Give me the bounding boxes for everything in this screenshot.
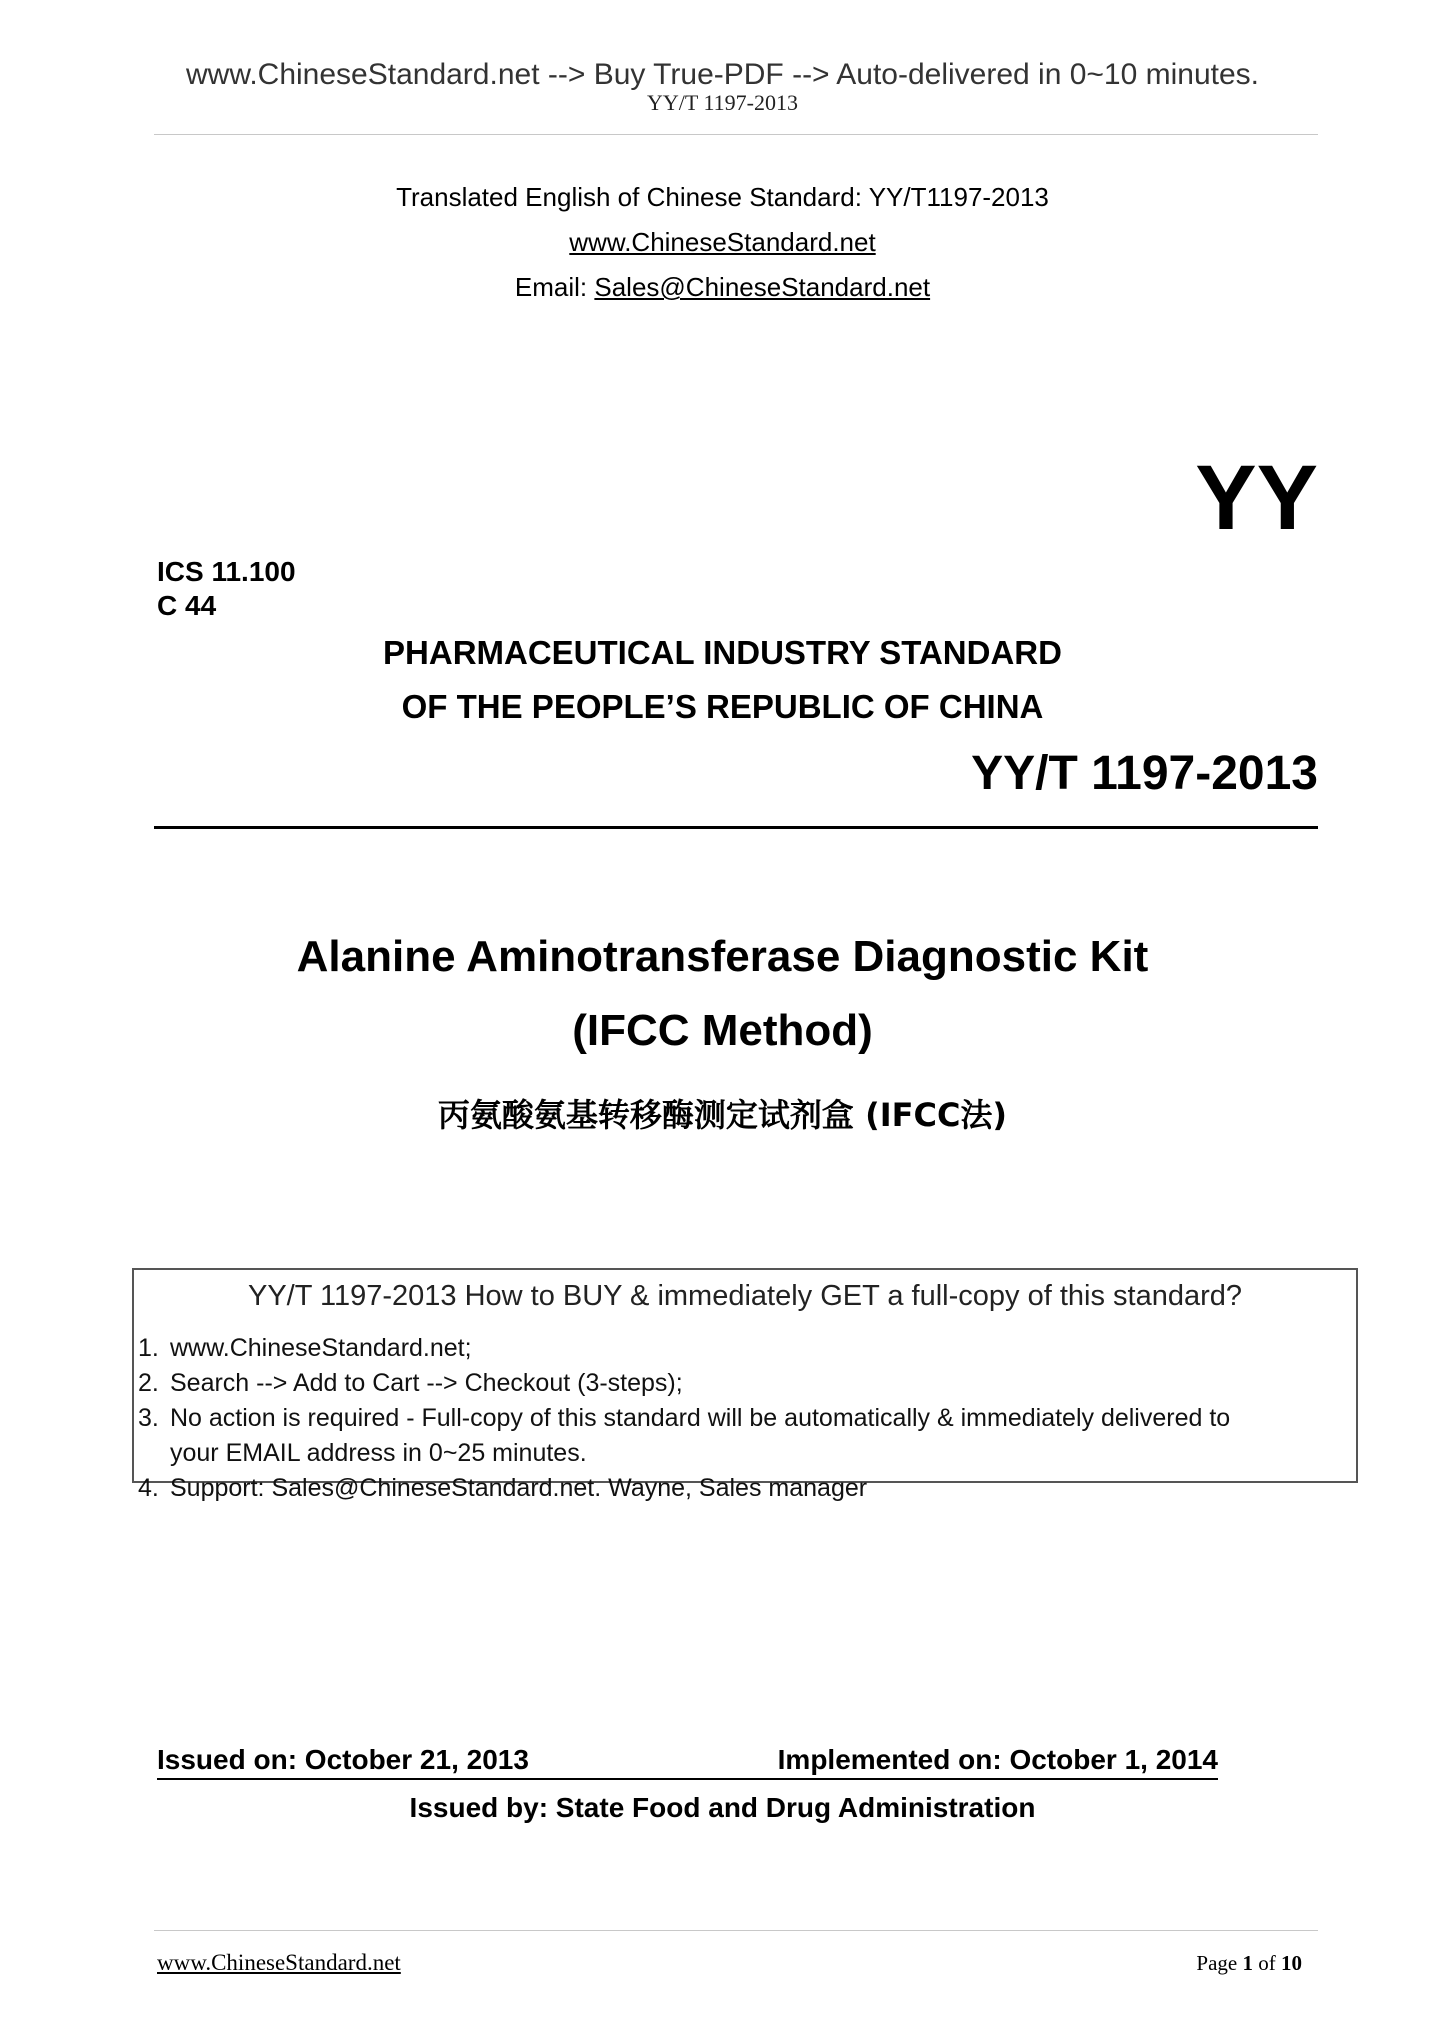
email-row bbox=[0, 272, 1445, 303]
page-total: 10 bbox=[1281, 1951, 1302, 1975]
buy-box-item bbox=[138, 1439, 587, 1468]
issue-dates-row bbox=[157, 1744, 1218, 1780]
standard-title-line2: OF THE PEOPLE’S REPUBLIC OF CHINA bbox=[401, 688, 1044, 725]
buy-box-item-text: Search --> Add to Cart --> Checkout (3-steps); bbox=[170, 1369, 683, 1397]
ccs-code: C 44 bbox=[157, 590, 217, 621]
buy-box-item-number: 3. bbox=[138, 1404, 159, 1432]
issued-by: Issued by: State Food and Drug Administration bbox=[409, 1792, 1036, 1823]
buy-box-item-text: your EMAIL address in 0~25 minutes. bbox=[170, 1439, 587, 1467]
top-banner: www.ChineseStandard.net --> Buy True-PDF --> Auto-delivered in 0~10 minutes. bbox=[185, 58, 1260, 91]
website-link-row bbox=[0, 227, 1445, 258]
issued-on: Issued on: October 21, 2013 bbox=[157, 1744, 529, 1775]
buy-box-item bbox=[138, 1474, 867, 1503]
buy-box-item-number: 4. bbox=[138, 1474, 159, 1502]
buy-box-item bbox=[138, 1369, 683, 1398]
buy-box-item-text: www.ChineseStandard.net; bbox=[170, 1334, 472, 1362]
translated-line: Translated English of Chinese Standard: YY/T1197-2013 bbox=[396, 182, 1049, 212]
buy-box-item-text: No action is required - Full-copy of this standard will be automatically & immediately delivered to bbox=[170, 1404, 1231, 1432]
email-label: Email: bbox=[514, 272, 595, 302]
ics-code: ICS 11.100 bbox=[157, 556, 296, 587]
page-current: 1 bbox=[1242, 1951, 1253, 1975]
page-prefix: Page bbox=[1196, 1951, 1243, 1975]
running-header: YY/T 1197-2013 bbox=[647, 90, 798, 115]
footer-page-number bbox=[1196, 1951, 1302, 1976]
website-link[interactable]: www.ChineseStandard.net bbox=[569, 227, 876, 257]
buy-box-item-number: 2. bbox=[138, 1369, 159, 1397]
yy-mark: YY bbox=[1195, 447, 1318, 549]
doc-title-line1: Alanine Aminotransferase Diagnostic Kit bbox=[296, 932, 1149, 981]
title-rule bbox=[154, 826, 1318, 829]
buy-info-box bbox=[132, 1268, 1358, 1502]
footer-rule bbox=[154, 1930, 1318, 1931]
buy-box-item-number: 1. bbox=[138, 1334, 159, 1362]
buy-box-item bbox=[138, 1334, 472, 1363]
buy-box-item-text: Support: Sales@ChineseStandard.net. Wayne, Sales manager bbox=[170, 1474, 868, 1502]
buy-box-item bbox=[138, 1404, 1230, 1433]
standard-title-line1: PHARMACEUTICAL INDUSTRY STANDARD bbox=[383, 634, 1062, 671]
standard-number: YY/T 1197-2013 bbox=[971, 747, 1318, 800]
page-of: of bbox=[1253, 1951, 1281, 1975]
doc-title-line2: (IFCC Method) bbox=[572, 1006, 873, 1055]
footer-website[interactable]: www.ChineseStandard.net bbox=[157, 1950, 401, 1975]
header-rule bbox=[154, 134, 1318, 135]
implemented-on: Implemented on: October 1, 2014 bbox=[777, 1744, 1218, 1775]
buy-box-title: YY/T 1197-2013 How to BUY & immediately GET a full-copy of this standard? bbox=[247, 1280, 1242, 1312]
doc-title-chinese: 丙氨酸氨基转移酶测定试剂盒 (IFCC法) bbox=[437, 1096, 1008, 1134]
email-link[interactable]: Sales@ChineseStandard.net bbox=[594, 272, 931, 302]
